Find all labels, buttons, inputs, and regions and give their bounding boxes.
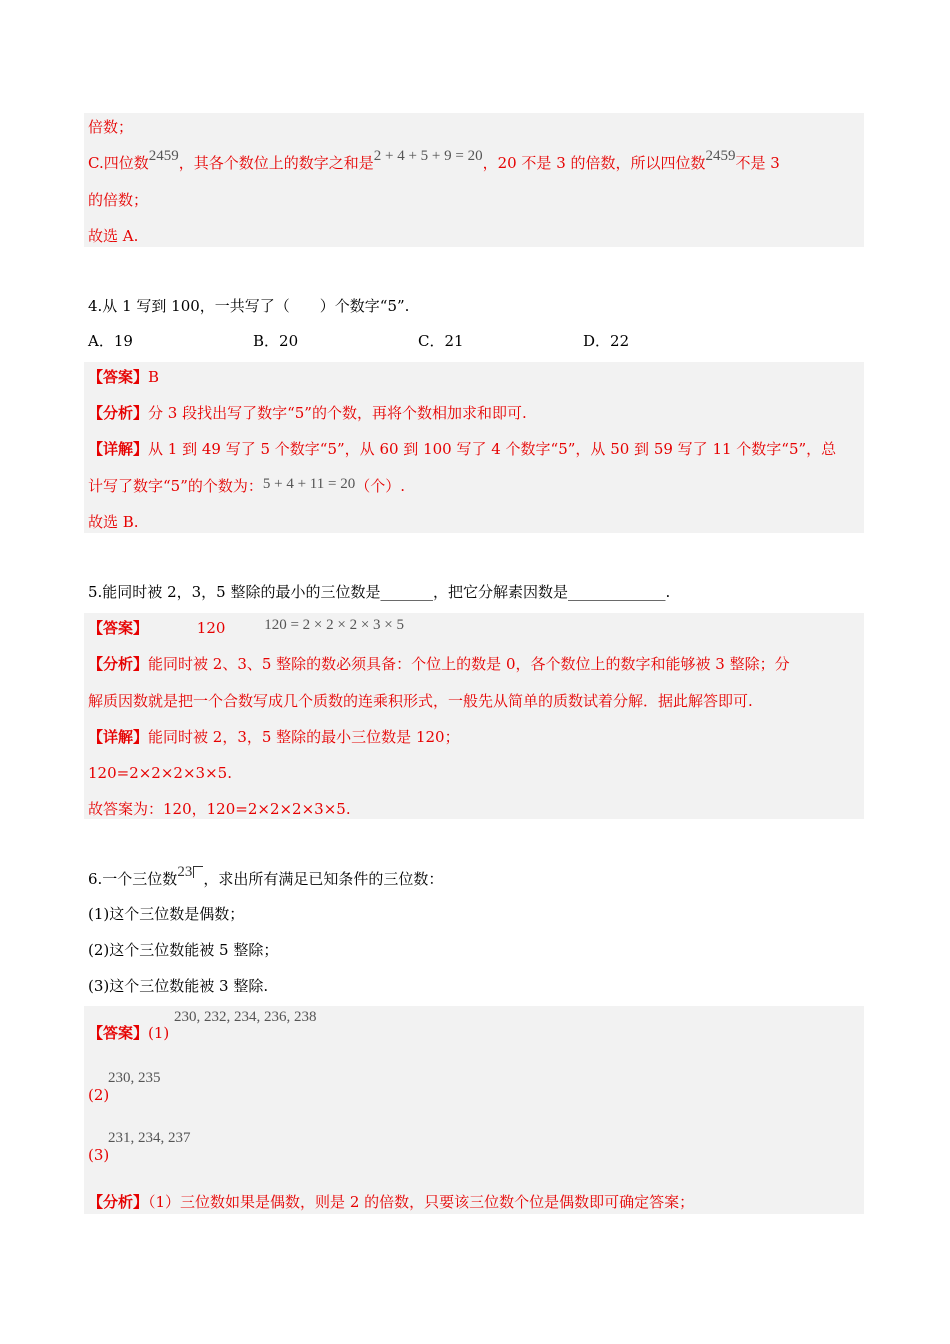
q5-analysis-label: 【分析】 <box>88 655 149 673</box>
q6-answer-line <box>88 1023 169 1043</box>
q4-option-c: C．21 <box>418 332 464 350</box>
q6-condition-3: (3)这个三位数能被 3 整除. <box>88 977 269 995</box>
prev-c-mid: ，其各个数位上的数字之和是 <box>178 154 374 172</box>
q5-analysis-text1: 能同时被 2、3、5 整除的数必须具备：个位上的数是 0，各个数位上的数字和能够被 3 整除；分 <box>148 655 790 673</box>
prev-option-c <box>88 148 780 174</box>
q6-answer2-label: (2) <box>88 1086 110 1104</box>
q4-detail-line2 <box>88 476 405 497</box>
q4-detail-text1: 从 1 到 49 写了 5 个数字“5”，从 60 到 100 写了 4 个数字“5”，从 50 到 59 写了 11 个数字“5”，总 <box>148 440 837 458</box>
q4-option-d: D．22 <box>583 332 630 350</box>
q4-analysis-label: 【分析】 <box>88 404 149 422</box>
q5-stem: 5.能同时被 2，3，5 整除的最小的三位数是_______，把它分解素因数是_____________. <box>88 583 671 601</box>
q5-detail-label: 【详解】 <box>88 728 149 746</box>
prev-number-2: 2459 <box>705 148 736 164</box>
q4-detail2-prefix: 计写了数字“5”的个数为： <box>88 477 263 495</box>
q4-detail-line1 <box>88 439 836 459</box>
q6-answer2-values: 230, 235 <box>108 1070 161 1086</box>
q4-detail2-math: 5 + 4 + 11 = 20 <box>262 476 356 492</box>
prev-c-end2: 不是 3 <box>735 154 780 172</box>
blank-digit-box <box>193 866 203 878</box>
prev-c-end: ，20 不是 3 的倍数，所以四位数 <box>482 154 706 172</box>
q5-answer <box>88 618 404 639</box>
q6-answer1-values: 230, 232, 234, 236, 238 <box>174 1009 317 1025</box>
q5-answer-value1: 120 <box>196 619 226 637</box>
prev-conclusion: 故选 A. <box>88 227 139 245</box>
q6-condition-2: (2)这个三位数能被 5 整除； <box>88 941 279 959</box>
q6-answer1-label: (1) <box>148 1024 170 1042</box>
prev-sum: 2 + 4 + 5 + 9 = 20 <box>373 148 483 164</box>
q6-answer3-label: (3) <box>88 1146 110 1164</box>
q5-answer-box <box>84 613 864 819</box>
q4-option-b: B．20 <box>253 332 299 350</box>
prev-line1: 倍数； <box>88 118 134 136</box>
q4-analysis <box>88 403 527 423</box>
q4-analysis-text: 分 3 段找出写了数字“5”的个数，再将个数相加求和即可. <box>148 404 527 422</box>
q5-analysis-line2: 解质因数就是把一个合数写成几个质数的连乘积形式，一般先从简单的质数试着分解．据此解答即可. <box>88 692 753 710</box>
q4-stem: 4.从 1 写到 100，一共写了（ ）个数字“5”. <box>88 297 410 315</box>
q4-answer-value: B <box>148 368 160 386</box>
q4-detail2-suffix: （个）. <box>355 477 405 495</box>
q4-answer <box>88 367 159 387</box>
q5-detail-line2: 120=2×2×2×3×5. <box>88 764 232 782</box>
q6-analysis-text1: （1）三位数如果是偶数，则是 2 的倍数，只要该三位数个位是偶数即可确定答案； <box>148 1193 695 1211</box>
q6-condition-1: (1)这个三位数是偶数； <box>88 905 245 923</box>
q5-detail-line1 <box>88 727 460 747</box>
q6-stem-number: 23 <box>177 864 193 880</box>
q6-answer-label: 【答案】 <box>88 1024 149 1042</box>
q6-answer-box <box>84 1006 864 1214</box>
q4-conclusion: 故选 B. <box>88 513 139 531</box>
q5-answer-value2: 120 = 2 × 2 × 2 × 3 × 5 <box>264 617 405 633</box>
q5-analysis-line1 <box>88 654 790 674</box>
q6-stem-prefix: 6.一个三位数 <box>88 870 178 888</box>
q6-analysis-line1 <box>88 1192 694 1212</box>
prev-number: 2459 <box>148 148 179 164</box>
q6-answer3-values: 231, 234, 237 <box>108 1130 191 1146</box>
q6-stem <box>88 864 444 890</box>
prev-c-prefix: C.四位数 <box>88 154 149 172</box>
q4-option-a: A．19 <box>88 332 133 350</box>
q6-stem-suffix: ，求出所有满足已知条件的三位数： <box>203 870 444 888</box>
q5-answer-label: 【答案】 <box>88 619 149 637</box>
q5-detail-line3: 故答案为：120，120=2×2×2×3×5. <box>88 800 351 818</box>
q6-analysis-label: 【分析】 <box>88 1193 149 1211</box>
prev-answer-box <box>84 113 864 247</box>
prev-line3: 的倍数； <box>88 191 149 209</box>
q5-detail-text1: 能同时被 2，3，5 整除的最小三位数是 120； <box>148 728 460 746</box>
q4-answer-label: 【答案】 <box>88 368 149 386</box>
q4-detail-label: 【详解】 <box>88 440 149 458</box>
